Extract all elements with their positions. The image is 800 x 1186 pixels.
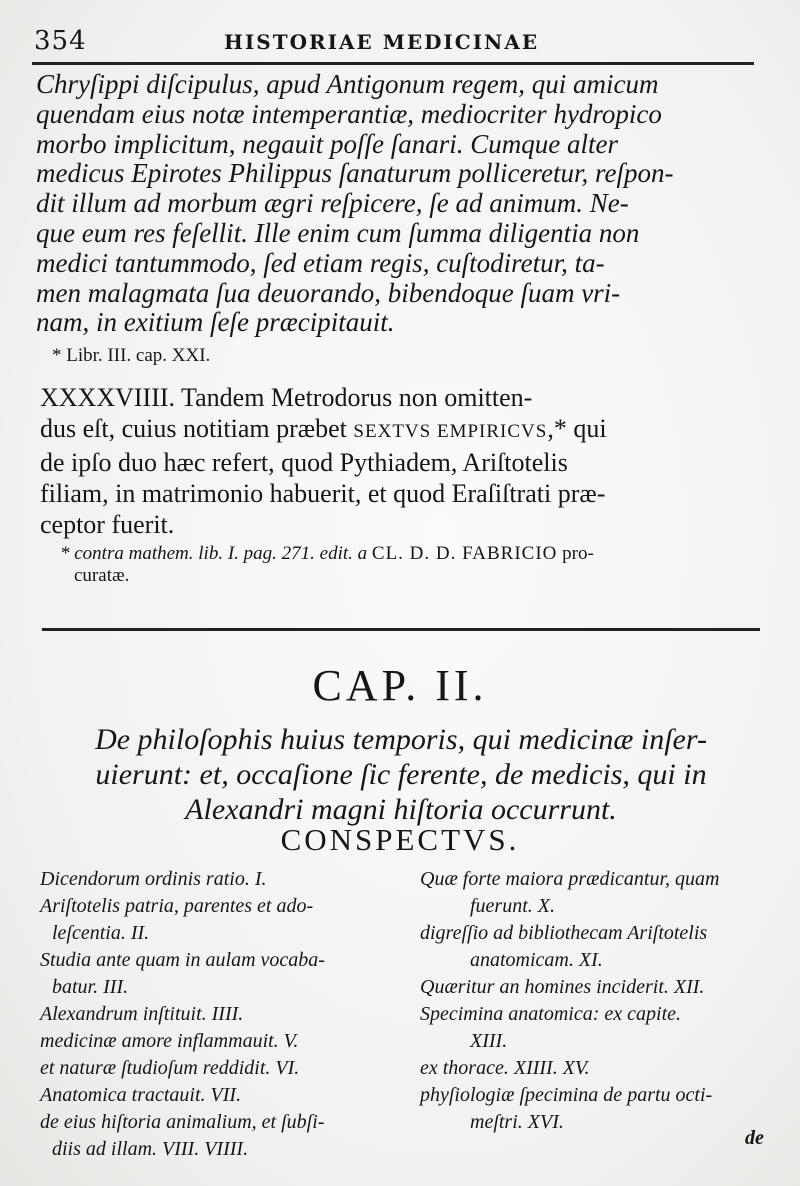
list-item: anatomicam. XI. bbox=[470, 949, 603, 971]
list-item: de eius hiſtoria animalium, et ſubſi- bbox=[40, 1111, 325, 1133]
list-item: meſtri. XVI. bbox=[470, 1111, 564, 1133]
text-line: medicus Epirotes Philippus ſanaturum polliceretur, reſpon- bbox=[36, 158, 674, 189]
text-line bbox=[40, 413, 770, 447]
text-span: * contra mathem. lib. I. pag. 271. edit. a bbox=[60, 543, 372, 564]
text-span: dus eſt, cuius notitiam præbet bbox=[40, 414, 354, 443]
list-item: fuerunt. X. bbox=[470, 895, 555, 917]
conspectus-left-column bbox=[40, 866, 410, 1163]
subtitle-line: uierunt: et, occaſione ſic ferente, de medicis, qui in bbox=[95, 758, 707, 791]
footnote-1: * Libr. III. cap. XXI. bbox=[52, 345, 211, 366]
footnote-2 bbox=[60, 543, 760, 587]
subtitle-line: Alexandri magni hiſtoria occurrunt. bbox=[185, 793, 617, 826]
catchword: de bbox=[745, 1127, 764, 1149]
list-item: Quæritur an homines inciderit. XII. bbox=[420, 976, 705, 998]
page-header bbox=[34, 26, 764, 56]
subtitle-line: De philoſophis huius temporis, qui medicinæ inſer- bbox=[95, 723, 707, 756]
text-line: que eum res feſellit. Ille enim cum ſumma diligentia non bbox=[36, 217, 640, 248]
text-line: morbo implicitum, negauit poſſe ſanari. Cumque alter bbox=[36, 128, 618, 159]
text-line: medici tantummodo, ſed etiam regis, cuſtodiretur, ta- bbox=[36, 247, 605, 278]
header-rule bbox=[32, 62, 754, 65]
text-line: XXXXVIIII. Tandem Metrodorus non omitten- bbox=[40, 383, 533, 412]
text-line: Chryſippi diſcipulus, apud Antigonum regem, qui amicum bbox=[36, 69, 659, 99]
chapter-subtitle bbox=[36, 722, 766, 827]
section-rule bbox=[42, 628, 760, 631]
list-item: XIII. bbox=[470, 1030, 508, 1052]
text-span: ,* qui bbox=[547, 414, 607, 443]
list-item: et naturæ ſtudioſum reddidit. VI. bbox=[40, 1057, 300, 1079]
text-span: pro- bbox=[557, 543, 594, 564]
text-line: quendam eius notæ intemperantiæ, mediocriter hydropico bbox=[36, 98, 662, 129]
list-item: Quæ forte maiora prædicantur, quam bbox=[420, 868, 720, 890]
list-item: digreſſio ad bibliothecam Ariſtotelis bbox=[420, 922, 708, 944]
text-line: filiam, in matrimonio habuerit, et quod Eraſiſtrati præ- bbox=[40, 479, 606, 508]
running-title: HISTORIAE MEDICINAE bbox=[224, 30, 540, 54]
text-line bbox=[60, 543, 760, 565]
editor-name: CL. D. D. FABRICIO bbox=[371, 543, 558, 564]
list-item: Anatomica tractauit. VII. bbox=[40, 1084, 242, 1106]
text-line: dit illum ad morbum ægri reſpicere, ſe ad animum. Ne- bbox=[36, 188, 629, 219]
list-item: Alexandrum inſtituit. IIII. bbox=[40, 1003, 244, 1025]
page-number: 354 bbox=[34, 26, 87, 56]
list-item: ex thorace. XIIII. XV. bbox=[420, 1057, 590, 1079]
conspectus-heading: CONSPECTVS. bbox=[280, 822, 520, 857]
paragraph-xxxxviiii bbox=[40, 382, 770, 540]
list-item: batur. III. bbox=[52, 976, 129, 998]
list-item: Dicendorum ordinis ratio. I. bbox=[40, 868, 267, 890]
list-item: phyſiologiæ ſpecimina de partu octi- bbox=[420, 1084, 713, 1106]
italic-passage bbox=[36, 70, 766, 338]
text-line: men malagmata ſua deuorando, bibendoque ſuam vri- bbox=[36, 277, 621, 308]
text-line: curatæ. bbox=[74, 565, 130, 586]
list-item: medicinæ amore inflammauit. V. bbox=[40, 1030, 299, 1052]
list-item: leſcentia. II. bbox=[52, 922, 150, 944]
list-item: diis ad illam. VIII. VIIII. bbox=[52, 1138, 249, 1160]
list-item: Specimina anatomica: ex capite. bbox=[420, 1003, 682, 1025]
text-line: ceptor fuerit. bbox=[40, 510, 175, 539]
chapter-title: CAP. II. bbox=[312, 661, 488, 710]
text-line: nam, in exitium ſeſe præcipitauit. bbox=[36, 307, 395, 338]
author-name: SEXTVS EMPIRICVS bbox=[353, 421, 548, 442]
conspectus-right-column bbox=[420, 866, 770, 1136]
list-item: Ariſtotelis patria, parentes et ado- bbox=[40, 895, 314, 917]
text-line: de ipſo duo hæc refert, quod Pythiadem, Ariſtotelis bbox=[40, 448, 568, 477]
list-item: Studia ante quam in aulam vocaba- bbox=[40, 949, 325, 971]
